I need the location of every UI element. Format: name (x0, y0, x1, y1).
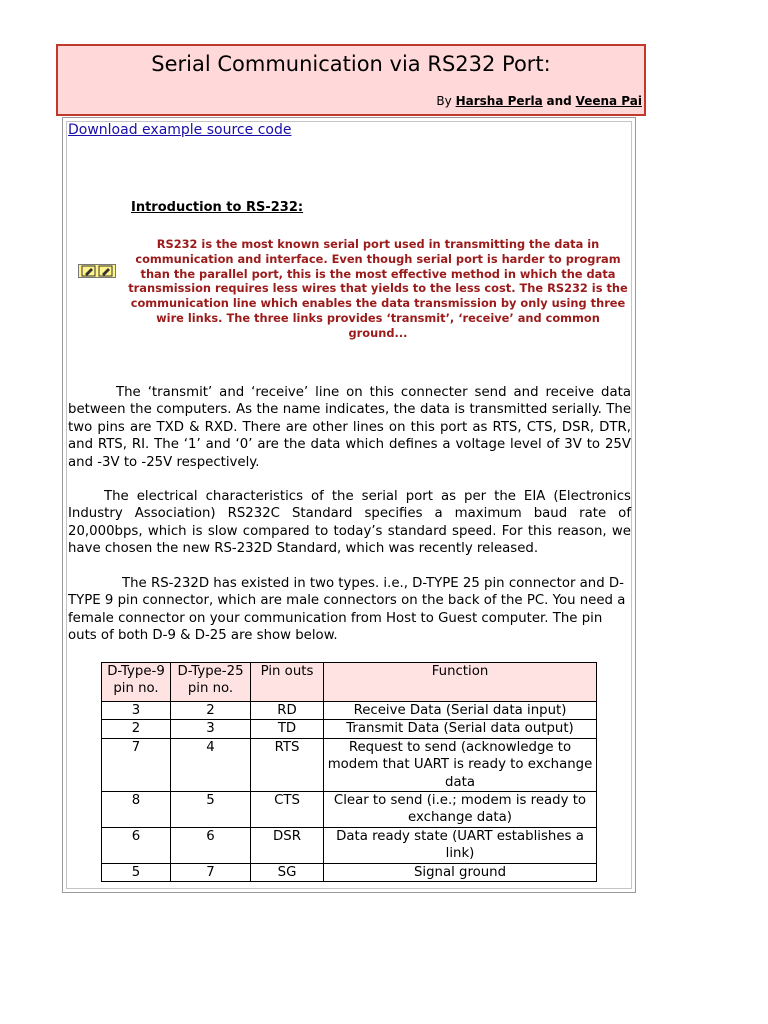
title-box (56, 44, 646, 116)
cell-d25: 3 (171, 720, 251, 738)
table-row (102, 720, 597, 738)
intro-quote: RS232 is the most known serial port used in transmitting the data in communication and interface. Even though serial port is harder to program than the parallel port, this is the most effective method in which the data transmission requires less wires that yields to the less cost. The RS232 is the communication line which enables the data transmission by only using three wire links. The three links provides ‘transmit’, ‘receive’ and common ground... (128, 237, 628, 340)
cell-pinout: SG (251, 863, 324, 881)
cell-d9: 3 (102, 702, 171, 720)
cell-d9: 5 (102, 863, 171, 881)
table-row (102, 863, 597, 881)
byline-prefix: By (436, 94, 452, 108)
cell-d9: 8 (102, 792, 171, 828)
col-header-dtype25: D-Type-25 pin no. (171, 663, 251, 702)
paragraph-1: The ‘transmit’ and ‘receive’ line on this connecter send and receive data between the computers. As the name indicates, the data is transmitted serially. The two pins are TXD & RXD. There are other lines on this port as RTS, CTS, DSR, DTR, and RTS, RI. The ‘1’ and ‘0’ are the data which defines a voltage level of 3V to 25V and -3V to -25V respectively. (68, 385, 631, 470)
author-1: Harsha Perla (455, 94, 543, 108)
cell-pinout: TD (251, 720, 324, 738)
cell-d25: 5 (171, 792, 251, 828)
cell-function: Data ready state (UART establishes a link) (324, 827, 597, 863)
cell-pinout: RTS (251, 738, 324, 791)
cell-d9: 2 (102, 720, 171, 738)
cell-d25: 6 (171, 827, 251, 863)
table-row (102, 702, 597, 720)
cell-function: Receive Data (Serial data input) (324, 702, 597, 720)
cell-d25: 4 (171, 738, 251, 791)
table-row (102, 792, 597, 828)
cell-d9: 7 (102, 738, 171, 791)
cell-d9: 6 (102, 827, 171, 863)
cell-function: Request to send (acknowledge to modem that UART is ready to exchange data (324, 738, 597, 791)
cell-function: Clear to send (i.e.; modem is ready to exchange data) (324, 792, 597, 828)
table-header-row (102, 663, 597, 702)
col-header-pinouts: Pin outs (251, 663, 324, 702)
pencil-icon (78, 264, 116, 278)
col-header-dtype9: D-Type-9 pin no. (102, 663, 171, 702)
page-title: Serial Communication via RS232 Port: (151, 52, 551, 76)
cell-function: Signal ground (324, 863, 597, 881)
cell-function: Transmit Data (Serial data output) (324, 720, 597, 738)
paragraph-2: The electrical characteristics of the serial port as per the EIA (Electronics Industry Association) RS232C Standard specifies a maximum baud rate of 20,000bps, which is slow compared to today’s standard speed. For this reason, we have chosen the new RS-232D Standard, which was recently released. (68, 489, 631, 557)
paragraph-3: The RS-232D has existed in two types. i.e., D-TYPE 25 pin connector and D-TYPE 9 pin connector, which are male connectors on the back of the PC. You need a female connector on your communication from Host to Guest computer. The pin outs of both D-9 & D-25 are show below. (68, 576, 626, 644)
cell-d25: 2 (171, 702, 251, 720)
intro-heading: Introduction to RS-232: (131, 200, 304, 215)
cell-pinout: DSR (251, 827, 324, 863)
byline-and: and (546, 94, 572, 108)
table-row (102, 738, 597, 791)
cell-pinout: RD (251, 702, 324, 720)
cell-pinout: CTS (251, 792, 324, 828)
cell-d25: 7 (171, 863, 251, 881)
download-source-link[interactable]: Download example source code (68, 122, 292, 138)
col-header-function: Function (324, 663, 597, 702)
pinout-table (101, 662, 597, 882)
byline (436, 94, 642, 108)
table-row (102, 827, 597, 863)
author-2: Veena Pai (575, 94, 642, 108)
